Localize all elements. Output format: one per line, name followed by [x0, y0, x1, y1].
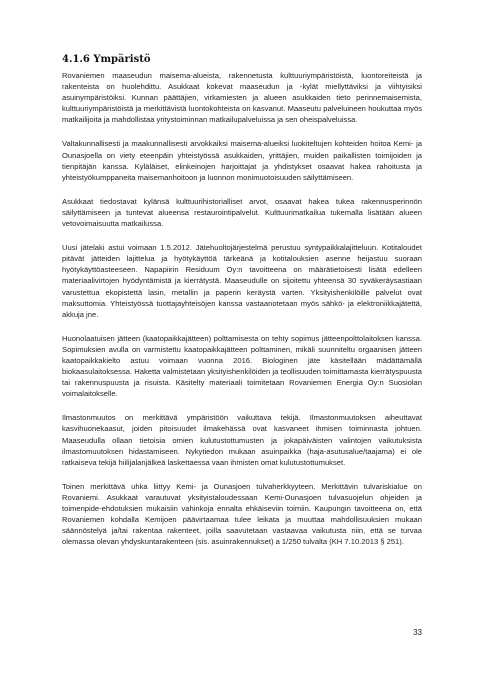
paragraph-landscape: Rovaniemen maaseudun maisema-alueista, rakennetusta kulttuuriympäristöistä, luontoreiteistä ja rakenteista on huolehdittu. Asukkaat kokevat maaseudun ja -kylät miellyttäviksi ja viihtyisiksi asuinympäristöiksi. Kunnan päättäjien, virkamiesten ja alueen asukkaiden tieto perinnemaisemista, kulttuuriympäristöistä ja merkittävistä luontokohteista on kasvanut. Maaseutu palveluineen houkuttaa myös matkailijoita ja mahdollistaa yritystoiminnan matkailupalveluissa ja sen oheispalveluissa.: [62, 71, 422, 125]
paragraph-cultural-heritage: Asukkaat tiedostavat kylänsä kulttuurihistorialliset arvot, osaavat hakea tukea rakennusperinnön säilyttämiseen ja tuntevat alueensa restaurointipalvelut. Kulttuurimatkailua tukemalla lisätään alueen vetovoimaisuutta matkailussa.: [62, 196, 422, 229]
paragraph-waste-law: Uusi jätelaki astui voimaan 1.5.2012. Jätehuoltojärjestelmä perustuu syntypaikkalajitteluun. Kotitaloudet pitävät jätteiden lajittelua ja hyötykäyttöä tärkeänä ja kotitalouksien asenne heijastuu suoraan hyötykäyttöasteeseen. Napapiirin Residuum Oy:n tavoitteena on määrätietoisesti lisätä edelleen materiaalivirtojen hyödyntämistä ja kierrätystä. Maaseudulle on sijoitettu yhteensä 30 syväkeräysastiaan varustettua ekopistettä lasin, metallin ja paperin keräystä varten. Yksityishenkilöille palvelut ovat maksuttomia. Yhteistyössä tuottajayhteisöjen kanssa vastaanotetaan myös sähkö- ja elektroniikkajätettä, akkuja jne.: [62, 243, 422, 319]
page-content: [62, 53, 422, 560]
paragraph-waste-incineration: Huonolaatuisen jätteen (kaatopaikkajätteen) polttamisesta on tehty sopimus jätteenpolttolaitoksen kanssa. Sopimuksien avulla on varmistettu kaatopaikkajätteen polttaminen, mikäli suunniteltu orgaanisen jätteen kaatopaikkakielto astuu voimaan vuonna 2016. Biologinen jäte käsitellään mädättämällä biokaasulaitoksessa. Haketta valmistetaan yksityishenkilöiden ja teollisuuden toimittamasta kierrätyspuusta tai rakennuspuusta ja risuista. Käsitelty materiaali toimitetaan Rovaniemen Energia Oy:n Suosiolan voimalaitokselle.: [62, 333, 422, 399]
section-heading: 4.1.6 Ympäristö: [62, 54, 151, 65]
page-number: 33: [413, 628, 422, 637]
paragraph-valuable-areas: Valtakunnallisesti ja maakunnallisesti arvokkaiksi maisema-alueiksi luokiteltujen kohteiden hoitoa Kemi- ja Ounasjoella on viety eteenpäin yhteistyössä asukkaiden, yrittäjien, muiden paikallisten toimijoiden ja tienpitäjän kanssa. Kyläläiset, elinkeinojen harjoittajat ja yhdistykset osaavat hakea rahoitusta ja yhteistyökumppaneita maisemanhoitoon ja luonnon monimuotoisuuden säilyttämiseen.: [62, 139, 422, 182]
paragraph-flood-risk: Toinen merkittävä uhka liittyy Kemi- ja Ounasjoen tulvaherkkyyteen. Merkittävin tulvariskialue on Rovaniemi. Asukkaat varautuvat yksityistaloudessaan Kemi-Ounasjoen tulvasuojelun ohjeiden ja toimenpide-ehdotuksien mukaisiin vahinkoja ennalta ehkäiseviin toimiin. Kaupungin tavoitteena on, että Rovaniemen kohdalla Kemijoen päävirtaamaa tulee leikata ja muuttaa mahdollisuuksien mukaan säännöstelyä ja/tai rakentaa rakenteet, joilla saavutetaan vastaavaa vaikutusta niin, että se turvaa olemassa olevan yhdyskuntarakenteen (sis. asuinrakennukset) a 1/250 tulvalta (KH 7.10.2013 § 251).: [62, 481, 422, 547]
paragraph-climate-change: Ilmastonmuutos on merkittävä ympäristöön vaikuttava tekijä. Ilmastonmuutoksen aiheuttavat kasvihuonekaasut, joiden pitoisuudet ilmakehässä ovat kasvaneet ihmisen toiminnasta johtuen. Maaseudulla ollaan tietoisia omien kulutustottumusten ja jokapäiväisten valintojen vaikutuksista ilmastomuutoksen hidastamiseen. Nykytiedon mukaan asuinpaikka (haja-asutusalue/taajama) ei ole ratkaiseva tekijä hiilijalanjälkeä laskettaessa vaan ihmisten omat kulutustottumukset.: [62, 413, 422, 467]
